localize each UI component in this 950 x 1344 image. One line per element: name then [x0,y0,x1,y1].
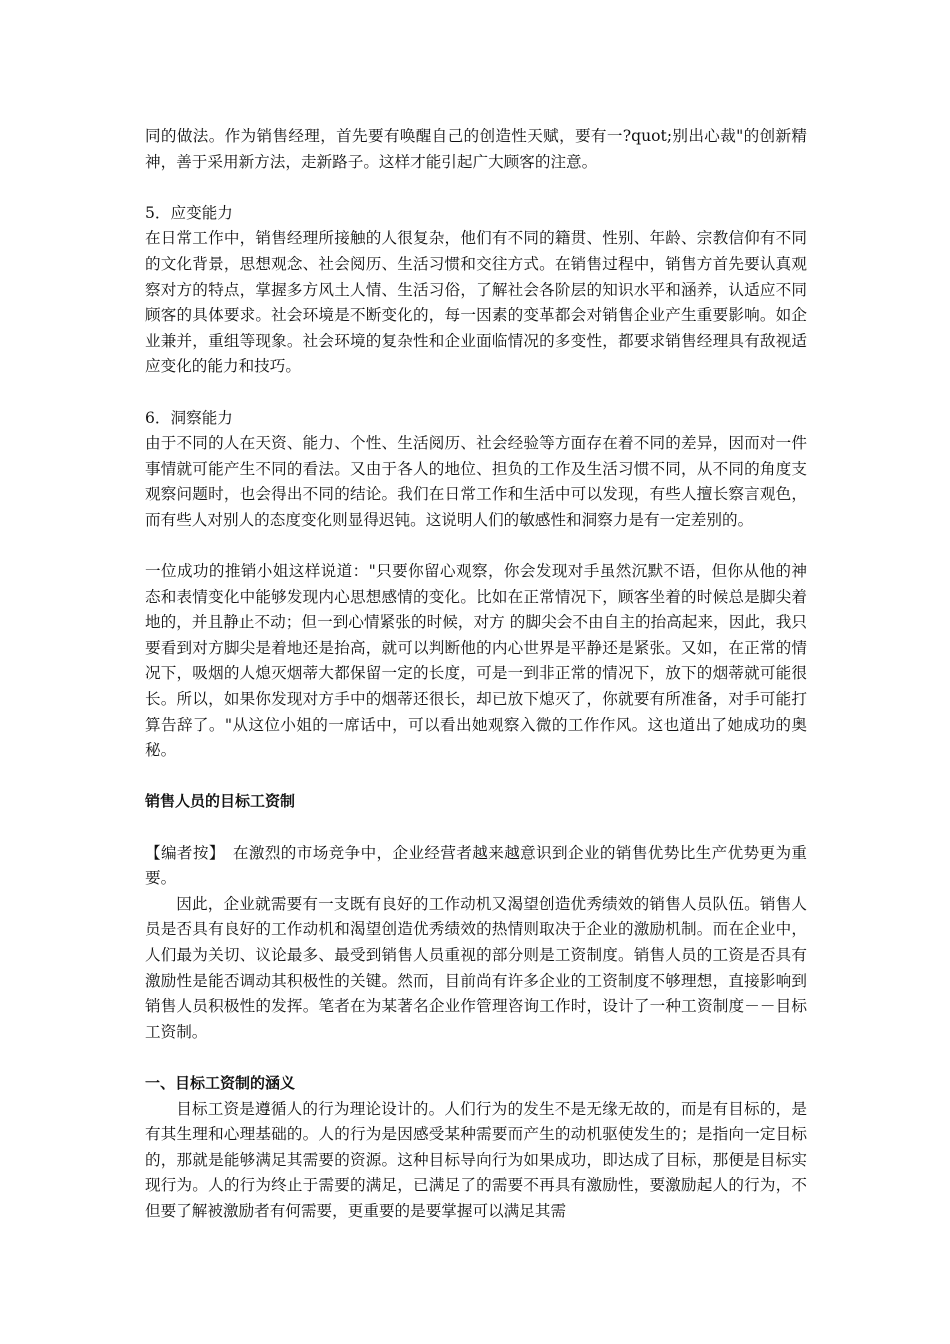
section-5-body: 在日常工作中，销售经理所接触的人很复杂，他们有不同的籍贯、性别、年龄、宗教信仰有不同的文化背景，思想观念、社会阅历、生活习惯和交往方式。在销售过程中，销售方首先要认真观察对方的特点，掌握多方风土人情、生活习俗，了解社会各阶层的知识水平和涵养，认适应不同顾客的具体要求。社会环境是不断变化的，每一因素的变革都会对销售企业产生重要影响。如企业兼并，重组等现象。社会环境的复杂性和企业面临情况的多变性，都要求销售经理具有敌视适应变化的能力和技巧。 [145,229,807,376]
quote-paragraph: 一位成功的推销小姐这样说道："只要你留心观察，你会发现对手虽然沉默不语，但你从他的神态和表情变化中能够发现内心思想感情的变化。比如在正常情况下，顾客坐着的时候总是脚尖着地的，并且静止不动；但一到心情紧张的时候，对方 的脚尖会不由自主的抬高起来，因此，我只要看到对方脚尖是着地还是抬高，就可以判断他的内心世界是平静还是紧张。又如，在正常的情况下，吸烟的人熄灭烟蒂大都保留一定的长度，可是一到非正常的情况下，放下的烟蒂就可能很长。所以，如果你发现对方手中的烟蒂还很长，却已放下熄灭了，你就要有所准备，对手可能打算告辞了。"从这位小姐的一席话中，可以看出她观察入微的工作作风。这也道出了她成功的奥秘。 [145,562,807,760]
spacer [145,764,807,790]
section-6-body: 由于不同的人在天资、能力、个性、生活阅历、社会经验等方面存在着不同的差异，因而对一件事情就可能产生不同的看法。又由于各人的地位、担负的工作及生活习惯不同，从不同的角度支观察问题时，也会得出不同的结论。我们在日常工作和生活中可以发现，有些人擅长察言观色，而有些人对别人的态度变化则显得迟钝。这说明人们的敏感性和洞察力是有一定差别的。 [145,434,807,529]
article-title: 销售人员的目标工资制 [145,792,296,811]
intro-body-paragraph: 因此，企业就需要有一支既有良好的工作动机又渴望创造优秀绩效的销售人员队伍。销售人员是否具有良好的工作动机和渴望创造优秀绩效的热情则取决于企业的激励机制。而在企业中，人们最为关切、议论最多、最受到销售人员重视的部分则是工资制度。销售人员的工资是否具有激励性是能否调动其积极性的关键。然而，目前尚有许多企业的工资制度不够理想，直接影响到销售人员积极性的发挥。笔者在为某著名企业作管理咨询工作时，设计了一种工资制度－－目标工资制。 [145,894,807,1041]
spacer [145,815,807,841]
editor-note: 【编者按】 在激烈的市场竞争中，企业经营者越来越意识到企业的销售优势比生产优势更为重要。 [145,843,807,888]
document-body [145,124,807,1225]
spacer [145,1045,807,1071]
intro-paragraph: 同的做法。作为销售经理，首先要有唤醒自己的创造性天赋，要有一?quot;别出心裁"的创新精神，善于采用新方法，走新路子。这样才能引起广大顾客的注意。 [145,127,807,171]
spacer [145,380,807,406]
section-1-body: 目标工资是遵循人的行为理论设计的。人们行为的发生不是无缘无故的，而是有目标的，是有其生理和心理基础的。人的行为是因感受某种需要而产生的动机驱使发生的；是指向一定目标的，那就是能够满足其需要的资源。这种目标导向行为如果成功，即达成了目标，那便是目标实现行为。人的行为终止于需要的满足，已满足了的需要不再具有激励性，要激励起人的行为，不但要了解被激励者有何需要，更重要的是要掌握可以满足其需 [145,1099,807,1220]
spacer [145,534,807,560]
section-1-title: 一、目标工资制的涵义 [145,1073,296,1092]
spacer [145,175,807,201]
section-6-title: 6．洞察能力 [145,408,233,427]
section-5-title: 5．应变能力 [145,203,233,222]
